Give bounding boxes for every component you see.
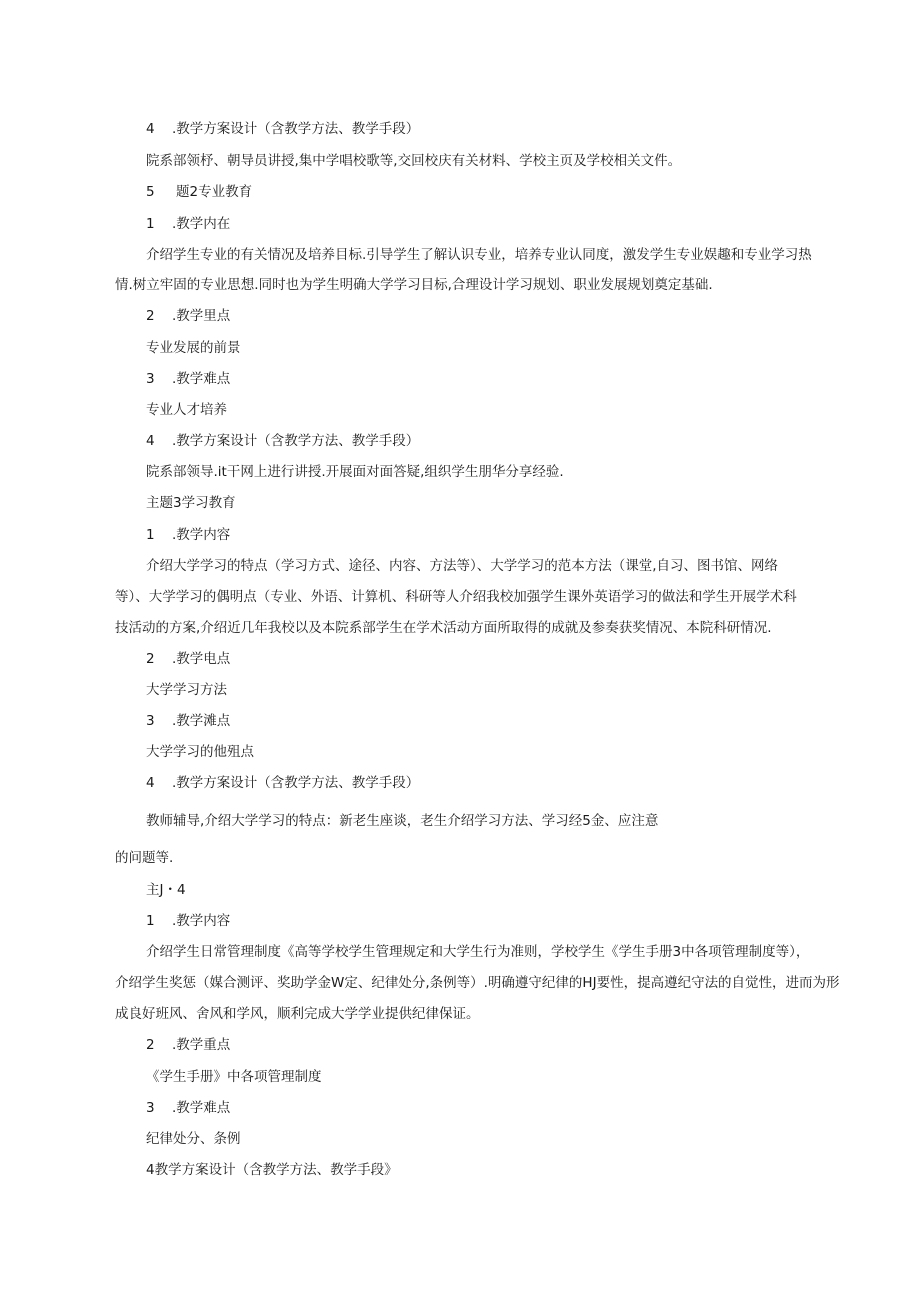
item-number: 4 xyxy=(146,433,155,449)
item-heading xyxy=(146,432,419,450)
item-heading xyxy=(146,712,230,730)
item-number: 2 xyxy=(146,308,155,324)
item-heading xyxy=(146,1036,230,1054)
item-title: .教学滩点 xyxy=(172,713,231,729)
item-number: 1 xyxy=(146,913,155,929)
item-heading xyxy=(146,526,230,544)
item-number: 4 xyxy=(146,775,155,791)
item-heading xyxy=(146,120,419,138)
item-number: 3 xyxy=(146,371,155,387)
paragraph: 技活动的方案,介绍近几年我校以及本院系部学生在学术活动方面所取得的成就及参奏获奖情况、本院科研情况. xyxy=(115,620,772,636)
paragraph: 院系部领杼、朝导员讲授,集中学唱校歌等,交回校庆有关材料、学校主页及学校相关文件。 xyxy=(146,153,682,169)
paragraph: 介绍学生专业的有关情况及培养目标.引导学生了解认识专业，培养专业认同度，激发学生专业娱趣和专业学习热 xyxy=(146,247,812,263)
item-title: .教学方案设计（含教学方法、教学手段） xyxy=(172,775,420,791)
item-title: .教学方案设计（含教学方法、教学手段） xyxy=(172,433,420,449)
paragraph: 专业发展的前景 xyxy=(146,340,241,356)
item-heading xyxy=(146,1099,230,1117)
paragraph: 教师辅导,介绍大学学习的特点：新老生座谈，老生介绍学习方法、学习经5金、应注意 xyxy=(146,813,659,829)
paragraph: 纪律处分、条例 xyxy=(146,1131,241,1147)
paragraph: 大学学习方法 xyxy=(146,682,227,698)
item-number: 1 xyxy=(146,216,155,232)
theme-heading xyxy=(146,183,252,201)
theme-heading: 主J・4 xyxy=(146,882,186,898)
item-title: .教学里点 xyxy=(172,308,231,324)
item-heading xyxy=(146,774,419,792)
item-heading xyxy=(146,650,230,668)
item-title: .教学难点 xyxy=(172,371,231,387)
item-number: 2 xyxy=(146,651,155,667)
paragraph: 介绍大学学习的特点（学习方式、途径、内容、方法等）、大学学习的范本方法（课堂,自习、图书馆、网络 xyxy=(146,558,779,574)
item-title: .教学内在 xyxy=(172,216,231,232)
paragraph: 《学生手册》中各项管理制度 xyxy=(146,1069,322,1085)
paragraph: 成良好班风、舍风和学风，顺利完成大学学业提供纪律保证。 xyxy=(115,1006,480,1022)
item-number: 3 xyxy=(146,713,155,729)
heading-text: 题2专业教育 xyxy=(176,184,253,200)
paragraph: 大学学习的他殂点 xyxy=(146,744,254,760)
heading-number: 5 xyxy=(146,184,155,200)
item-heading xyxy=(146,215,230,233)
paragraph: 的问题等. xyxy=(115,850,174,866)
paragraph: 介绍学生奖惩（媒合测评、奖助学金W定、纪律处分,条例等）.明确遵守纪律的HJ要性，提高遵纪守法的自觉性，进而为形 xyxy=(115,975,840,991)
item-number: 4 xyxy=(146,121,155,137)
item-number: 3 xyxy=(146,1100,155,1116)
item-number: 1 xyxy=(146,527,155,543)
item-heading xyxy=(146,370,230,388)
item-title: .教学方案设计（含教学方法、教学手段） xyxy=(172,121,420,137)
paragraph: 介绍学生日常管理制度《高等学校学生管理规定和大学生行为准则，学校学生《学生手册3中各项管理制度等）， xyxy=(146,944,810,960)
item-title: .教学重点 xyxy=(172,1037,231,1053)
item-number: 2 xyxy=(146,1037,155,1053)
item-title: .教学内容 xyxy=(172,913,231,929)
item-title: .教学电点 xyxy=(172,651,231,667)
item-title: .教学内容 xyxy=(172,527,231,543)
item-heading: 4教学方案设计（含教学方法、教学手段》 xyxy=(146,1162,398,1178)
paragraph: 情.树立牢固的专业思想.同时也为学生明确大学学习目标,合理设计学习规划、职业发展规划奠定基础. xyxy=(115,277,713,293)
item-heading xyxy=(146,912,230,930)
theme-heading: 主题3学习教育 xyxy=(146,495,236,511)
item-heading xyxy=(146,307,230,325)
paragraph: 院系部领导.it干网上进行讲授.开展面对面答疑,组织学生朋华分享经验. xyxy=(146,464,564,480)
item-title: .教学难点 xyxy=(172,1100,231,1116)
paragraph: 等）、大学学习的偶明点（专业、外语、计算机、科研等人介绍我校加强学生课外英语学习的做法和学生开展学术科 xyxy=(115,589,797,605)
paragraph: 专业人才培养 xyxy=(146,402,227,418)
